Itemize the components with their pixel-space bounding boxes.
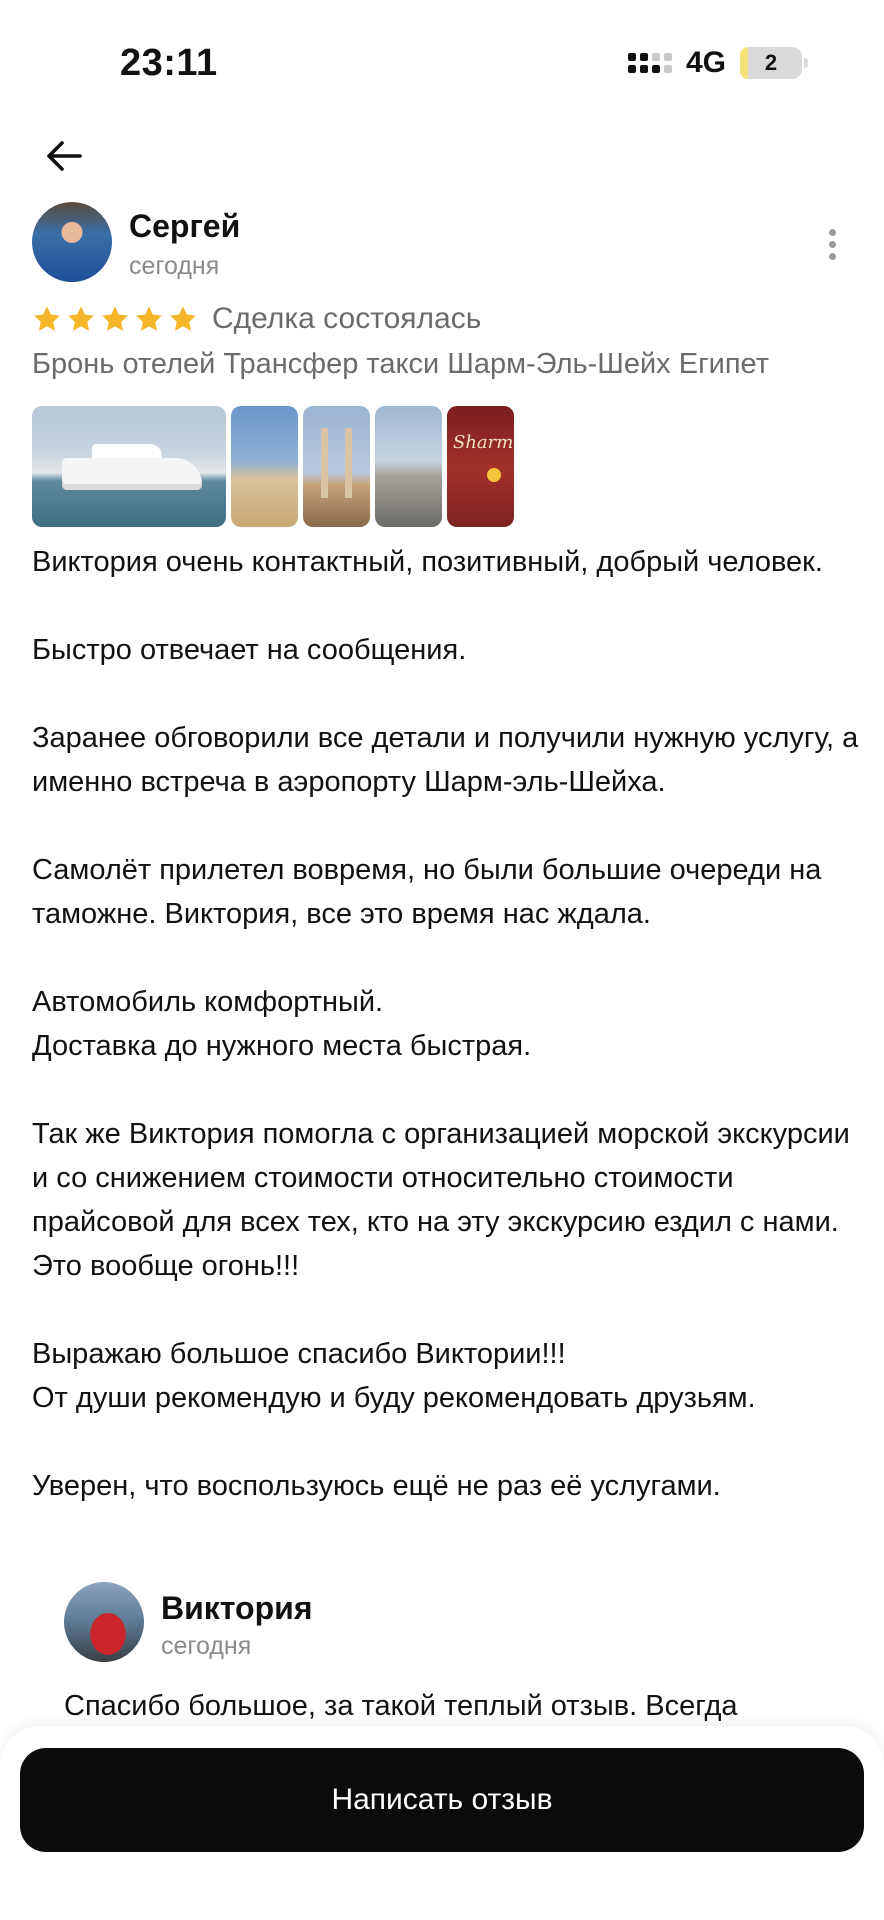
back-button[interactable] (40, 132, 88, 180)
author-avatar[interactable] (32, 202, 112, 282)
star-rating (32, 304, 198, 334)
star-icon (32, 304, 62, 334)
network-type: 4G (685, 46, 726, 79)
status-bar (0, 0, 884, 130)
review-header (32, 202, 852, 284)
kebab-dot-icon (829, 241, 836, 248)
write-review-button[interactable]: Написать отзыв (20, 1748, 864, 1852)
review-paragraph: Виктория очень контактный, позитивный, добрый человек. (32, 546, 823, 578)
star-icon (66, 304, 96, 334)
review-photo-yacht[interactable] (32, 406, 226, 527)
reply-date: сегодня (161, 1632, 252, 1660)
seller-avatar[interactable] (64, 1582, 144, 1662)
star-icon (168, 304, 198, 334)
review-paragraph: Быстро отвечает на сообщения. (32, 634, 467, 666)
arrow-left-icon (46, 140, 82, 172)
review-paragraph: Автомобиль комфортный. Доставка до нужного места быстрая. (32, 986, 532, 1062)
review-paragraph: Выражаю большое спасибо Виктории!!! От души рекомендую и буду рекомендовать друзьям. (32, 1338, 756, 1414)
rating-row (32, 302, 481, 336)
photo-gallery (32, 406, 514, 527)
bottom-action-bar (0, 1726, 884, 1920)
star-icon (134, 304, 164, 334)
star-icon (100, 304, 130, 334)
kebab-dot-icon (829, 253, 836, 260)
reply-text: Спасибо большое, за такой теплый отзыв. Всегда (64, 1690, 738, 1722)
status-indicators (628, 46, 802, 80)
review-photo-promenade[interactable] (231, 406, 298, 527)
battery-level: 2 (764, 50, 778, 75)
review-photo-mosque[interactable] (303, 406, 370, 527)
review-text (32, 540, 862, 1508)
battery-icon (740, 47, 802, 79)
review-paragraph: Заранее обговорили все детали и получили нужную услугу, а именно встреча в аэропорту Шарм-эль-Шейха. (32, 722, 859, 798)
review-photo-sign[interactable]: Sharm (447, 406, 514, 527)
author-name[interactable]: Сергей (129, 208, 241, 244)
seller-name[interactable]: Виктория (161, 1590, 313, 1626)
review-paragraph: Так же Виктория помогла с организацией морской экскурсии и со снижением стоимости относительно стоимости прайсовой для всех тех, кто на эту экскурсию ездил с нами. Это вообще огонь!!! (32, 1118, 850, 1282)
review-paragraph: Самолёт прилетел вовремя, но были большие очереди на таможне. Виктория, все это время нас ждала. (32, 854, 822, 930)
deal-status: Сделка состоялась (212, 302, 482, 335)
more-options-button[interactable] (812, 224, 852, 264)
signal-icon (628, 53, 672, 73)
review-date: сегодня (129, 252, 220, 280)
kebab-dot-icon (829, 229, 836, 236)
review-photo-road[interactable] (375, 406, 442, 527)
service-title[interactable]: Бронь отелей Трансфер такси Шарм-Эль-Шейх Египет (32, 348, 770, 380)
review-paragraph: Уверен, что воспользуюсь ещё не раз её услугами. (32, 1470, 721, 1502)
status-time: 23:11 (120, 42, 218, 84)
